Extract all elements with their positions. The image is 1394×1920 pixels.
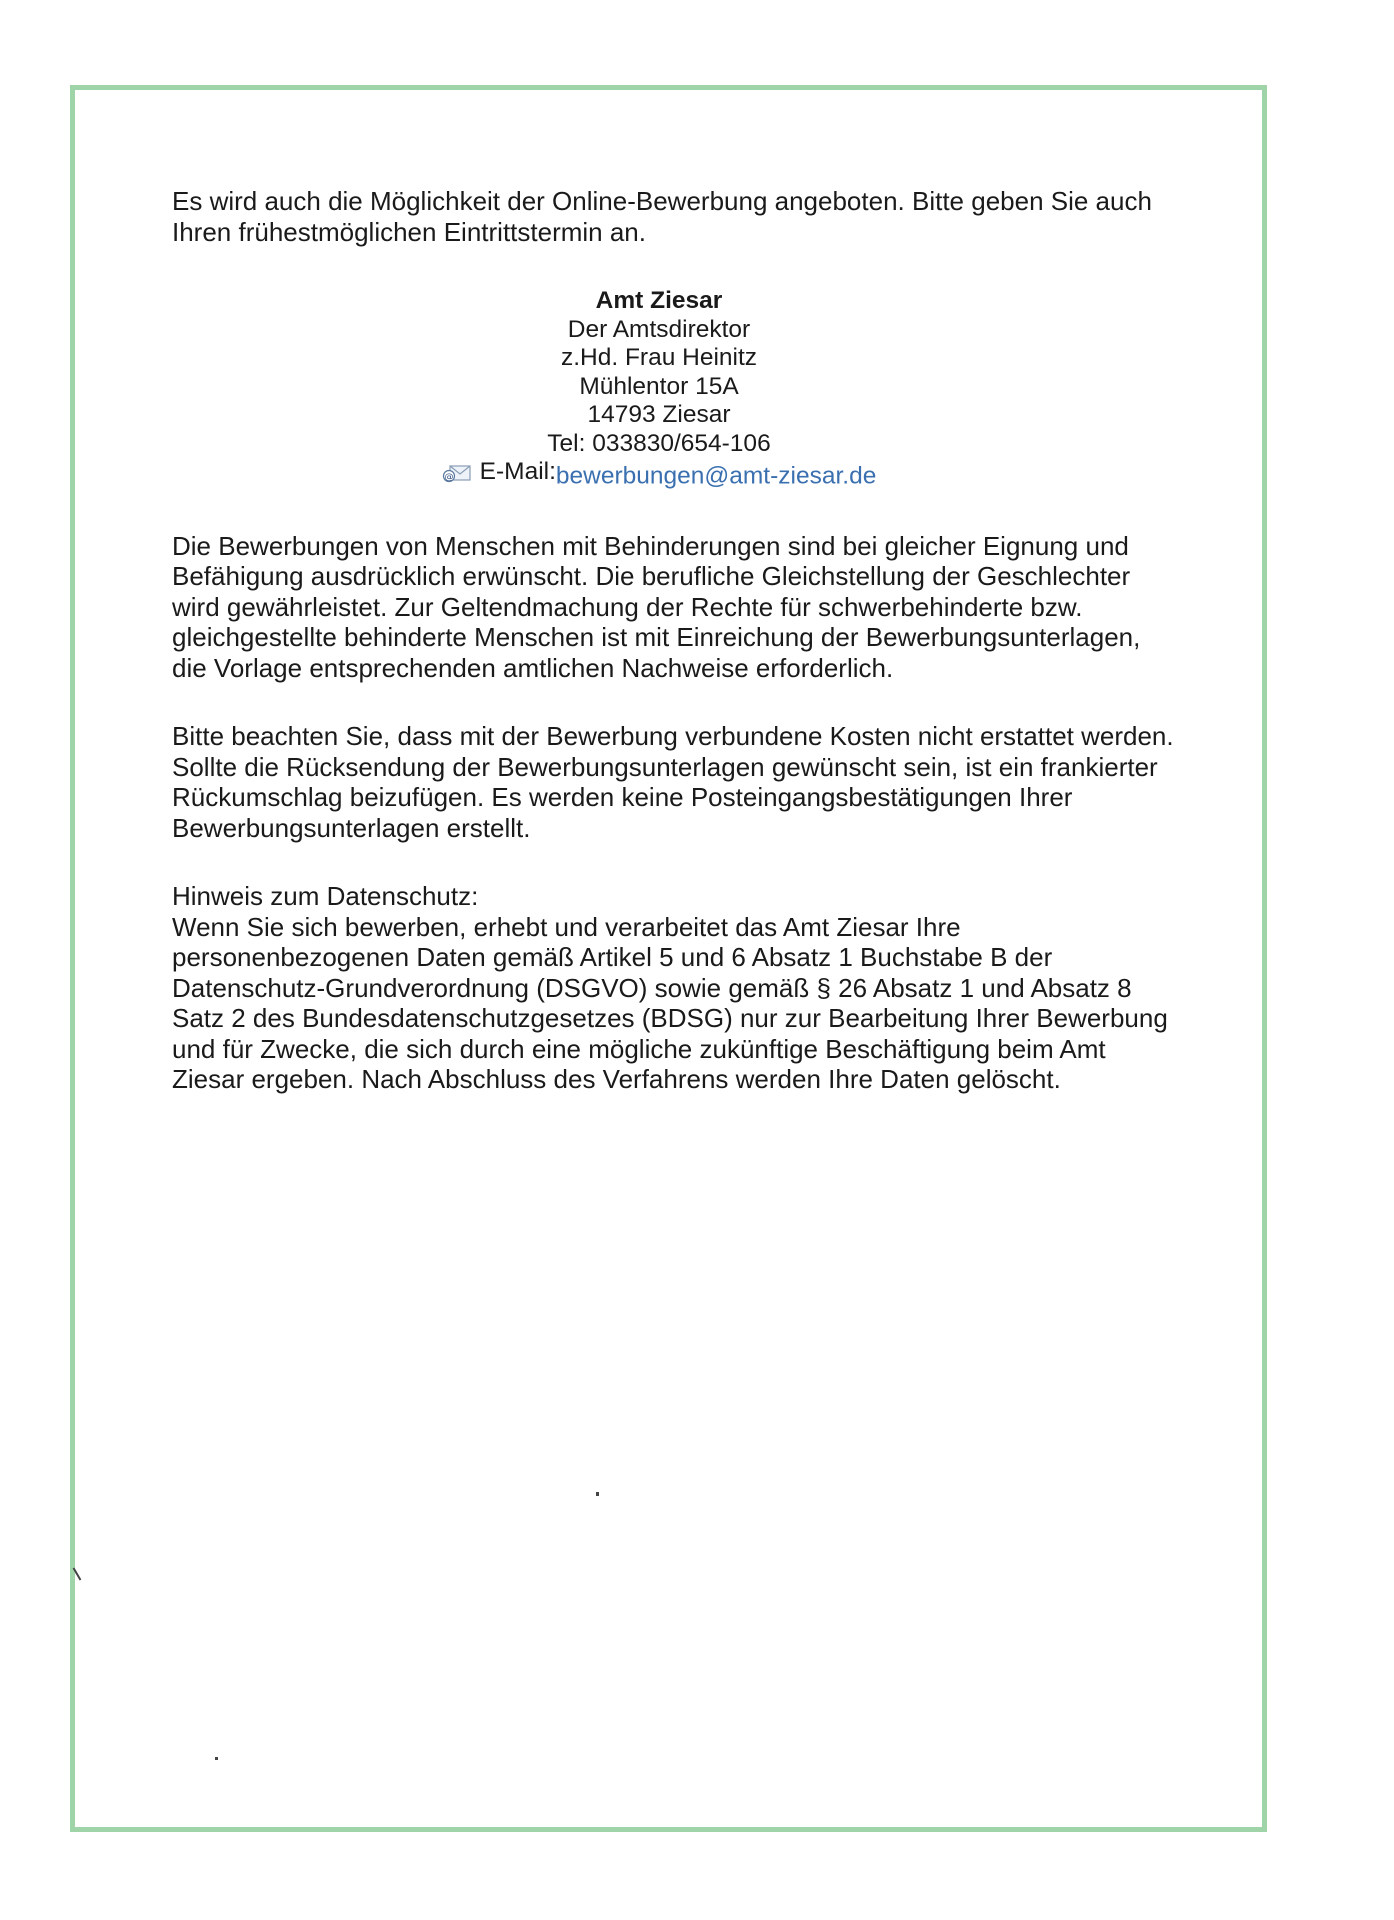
address-line-attention: z.Hd. Frau Heinitz [560,344,758,371]
document-body [172,186,1182,1095]
address-phone: Tel: 033830/654-106 [547,429,771,457]
address-email-row [154,458,1164,491]
privacy-section [172,881,1182,1095]
scan-speck [215,1757,218,1760]
privacy-paragraph: Wenn Sie sich bewerben, erhebt und verarbeitet das Amt Ziesar Ihre personenbezogenen Daten gemäß Artikel 5 und 6 Absatz 1 Buchstabe B der Datenschutz-Grundverordnung (DSGVO) sowie gemäß § 26 Absatz 1 und Absatz 8 Satz 2 des Bundesdatenschutzgesetzes (BDSG) nur zur Bearbeitung Ihrer Bewerbung und für Zwecke, die sich durch eine mögliche zukünftige Beschäftigung beim Amt Ziesar ergeben. Nach Abschluss des Verfahrens werden Ihre Daten gelöscht. [172,911,1168,1095]
scan-speck [596,1492,599,1496]
email-link[interactable]: bewerbungen@amt-ziesar.de [555,462,877,490]
intro-paragraph: Es wird auch die Möglichkeit der Online-Bewerbung angeboten. Bitte geben Sie auch Ihren frühestmöglichen Eintrittstermin an. [172,186,1152,247]
privacy-heading: Hinweis zum Datenschutz: [172,881,479,912]
address-organization: Amt Ziesar [595,287,723,314]
svg-text:@: @ [444,472,454,483]
envelope-at-icon [442,462,472,482]
disability-paragraph: Die Bewerbungen von Menschen mit Behinderungen sind bei gleicher Eignung und Befähigung ausdrücklich erwünscht. Die berufliche Gleichstellung der Geschlechter wird gewährleistet. Zur Geltendmachung der Rechte für schwerbehinderte bzw. gleichgestellte behinderte Menschen ist mit Einreichung der Bewerbungsunterlagen, die Vorlage entsprechenden amtlichen Nachweise erforderlich. [172,530,1141,683]
address-block [154,287,1164,491]
address-line-city: 14793 Ziesar [587,401,731,428]
address-line-director: Der Amtsdirektor [567,315,751,343]
email-label: E-Mail: [479,458,556,485]
address-line-street: Mühlentor 15A [579,372,739,400]
costs-paragraph: Bitte beachten Sie, dass mit der Bewerbung verbundene Kosten nicht erstattet werden. Sollte die Rücksendung der Bewerbungsunterlagen gewünscht sein, ist ein frankierter Rückumschlag beizufügen. Es werden keine Posteingangsbestätigungen Ihrer Bewerbungsunterlagen erstellt. [172,721,1174,843]
